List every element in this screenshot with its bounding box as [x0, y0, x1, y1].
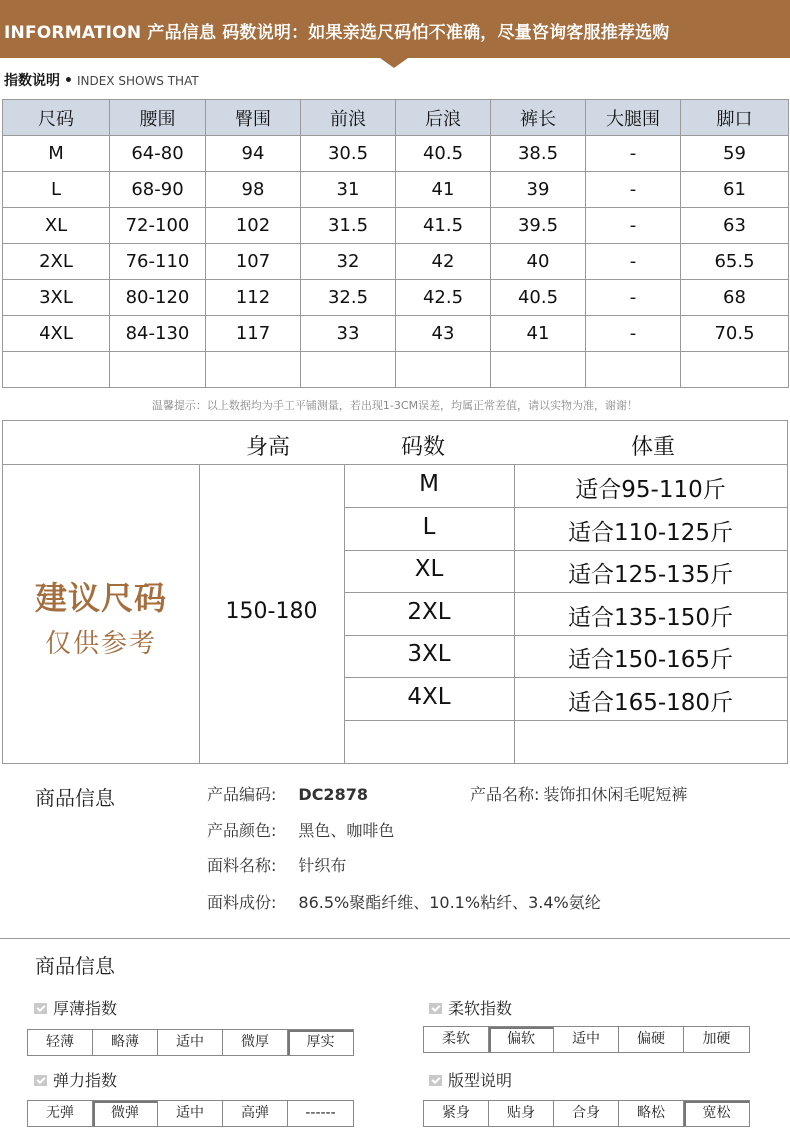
scale-option: 适中 — [554, 1027, 619, 1052]
table-row — [3, 244, 789, 280]
checkbox-icon — [34, 1003, 47, 1014]
row-divider — [344, 507, 787, 508]
header-length: 裤长 — [491, 100, 586, 136]
checkbox-icon — [429, 1075, 442, 1086]
header-weight: 体重 — [631, 435, 676, 460]
elasticity-scale — [27, 1100, 354, 1127]
table-cell: 41 — [491, 316, 586, 352]
table-cell: - — [586, 244, 681, 280]
size-code-cell: M — [419, 471, 439, 497]
product-code-row — [207, 782, 368, 805]
header-height: 身高 — [246, 435, 291, 460]
size-code-cell: 2XL — [407, 599, 451, 625]
table-cell — [586, 352, 681, 388]
table-cell: - — [586, 316, 681, 352]
table-cell: 112 — [206, 280, 301, 316]
table-cell: 43 — [396, 316, 491, 352]
weight-cell: 适合165-180斤 — [567, 690, 734, 716]
table-cell: 33 — [301, 316, 396, 352]
table-cell: - — [586, 208, 681, 244]
attributes-title: 商品信息 — [35, 954, 115, 978]
table-cell: 98 — [206, 172, 301, 208]
table-cell: 107 — [206, 244, 301, 280]
table-cell: 70.5 — [681, 316, 789, 352]
header-back-rise: 后浪 — [396, 100, 491, 136]
scale-option: 无弹 — [28, 1101, 93, 1126]
table-cell — [206, 352, 301, 388]
table-cell: 68-90 — [110, 172, 206, 208]
scale-option: 适中 — [158, 1101, 223, 1126]
attr-label-text: 弹力指数 — [53, 1071, 118, 1090]
size-code-cell: 3XL — [407, 641, 451, 667]
table-cell: 80-120 — [110, 280, 206, 316]
table-cell: 117 — [206, 316, 301, 352]
index-heading-en: INDEX SHOWS THAT — [76, 74, 199, 88]
table-row — [3, 280, 789, 316]
table-cell: 72-100 — [110, 208, 206, 244]
scale-option: 轻薄 — [28, 1030, 93, 1055]
scale-option-selected: 偏软 — [489, 1027, 554, 1052]
size-code-cell: 4XL — [407, 684, 451, 710]
softness-index-label — [429, 996, 512, 1019]
suggested-size-title: 建议尺码 — [34, 579, 167, 617]
table-cell: L — [3, 172, 110, 208]
table-cell: 40.5 — [491, 280, 586, 316]
table-cell: 64-80 — [110, 136, 206, 172]
size-table-header — [3, 100, 789, 136]
scale-option-selected: 厚实 — [288, 1030, 353, 1055]
table-cell — [681, 352, 789, 388]
table-cell: 42.5 — [396, 280, 491, 316]
product-name-label: 产品名称: — [470, 785, 540, 804]
row-divider — [344, 550, 787, 551]
product-color-label: 产品颜色: — [207, 821, 277, 840]
size-code-cell: L — [422, 514, 436, 540]
height-range: 150-180 — [225, 599, 318, 624]
weight-cell: 适合135-150斤 — [567, 605, 734, 631]
bullet-icon: • — [64, 73, 73, 89]
table-cell: 39 — [491, 172, 586, 208]
table-row — [3, 316, 789, 352]
table-row — [3, 208, 789, 244]
header-size: 尺码 — [3, 100, 110, 136]
row-divider — [344, 592, 787, 593]
product-name-row — [470, 782, 687, 805]
table-cell: 40 — [491, 244, 586, 280]
table-cell — [301, 352, 396, 388]
header-banner — [0, 0, 790, 58]
weight-cell: 适合110-125斤 — [567, 520, 734, 546]
table-cell: 41 — [396, 172, 491, 208]
scale-option: 高弹 — [223, 1101, 288, 1126]
banner-title: INFORMATION 产品信息 码数说明：如果亲选尺码怕不准确，尽量咨询客服推荐选购 — [4, 23, 670, 43]
fit-scale — [423, 1100, 750, 1127]
fabric-composition-row — [207, 890, 601, 913]
scale-option: 加硬 — [702, 1031, 731, 1047]
product-code-value: DC2878 — [298, 785, 368, 804]
table-cell: - — [586, 136, 681, 172]
table-cell: 32 — [301, 244, 396, 280]
scale-option: ------ — [305, 1105, 336, 1121]
table-cell: 40.5 — [396, 136, 491, 172]
table-cell: 102 — [206, 208, 301, 244]
suggested-size-subtitle: 仅供参考 — [44, 629, 157, 659]
thickness-index-label — [34, 996, 117, 1019]
size-code-cell: XL — [414, 556, 444, 582]
table-cell: 3XL — [3, 280, 110, 316]
row-divider — [344, 635, 787, 636]
table-cell — [396, 352, 491, 388]
scale-option-selected: 微弹 — [93, 1101, 158, 1126]
table-cell: M — [3, 136, 110, 172]
scale-option: 偏硬 — [619, 1027, 684, 1052]
table-cell: 32.5 — [301, 280, 396, 316]
product-color-row — [207, 818, 394, 841]
header-size-code: 码数 — [401, 435, 446, 460]
size-recommendation-table — [2, 420, 788, 764]
fabric-name-value: 针织布 — [298, 856, 347, 875]
index-heading-zh: 指数说明 — [4, 73, 60, 89]
scale-option: 微厚 — [223, 1030, 288, 1055]
table-cell: 61 — [681, 172, 789, 208]
table-cell: 84-130 — [110, 316, 206, 352]
scale-option: 柔软 — [424, 1027, 489, 1052]
table-cell: 76-110 — [110, 244, 206, 280]
table-cell — [3, 352, 110, 388]
table-cell: 31.5 — [301, 208, 396, 244]
table-cell: 30.5 — [301, 136, 396, 172]
fit-description-label — [429, 1068, 512, 1091]
table-row — [3, 172, 789, 208]
scale-option: 适中 — [158, 1030, 223, 1055]
index-heading — [4, 70, 199, 90]
table-cell — [110, 352, 206, 388]
scale-option: 略薄 — [93, 1030, 158, 1055]
table-cell: - — [586, 172, 681, 208]
table-cell: 4XL — [3, 316, 110, 352]
table-row-empty — [3, 352, 789, 388]
table-cell: 2XL — [3, 244, 110, 280]
weight-cell: 适合150-165斤 — [567, 647, 734, 673]
checkbox-icon — [429, 1003, 442, 1014]
fabric-name-label: 面料名称: — [207, 856, 277, 875]
table-row — [3, 136, 789, 172]
table-cell: 39.5 — [491, 208, 586, 244]
header-front-rise: 前浪 — [301, 100, 396, 136]
fabric-composition-label: 面料成份: — [207, 893, 277, 912]
attr-label-text: 版型说明 — [448, 1071, 513, 1090]
header-thigh: 大腿围 — [586, 100, 681, 136]
banner-arrow-icon — [380, 58, 408, 68]
table-cell — [491, 352, 586, 388]
elasticity-index-label — [34, 1068, 117, 1091]
softness-scale — [423, 1026, 750, 1053]
product-color-value: 黑色、咖啡色 — [298, 821, 395, 840]
measurement-tip: 温馨提示：以上数据均为手工平铺测量，若出现1-3CM误差，均属正常差值，请以实物为准，谢谢！ — [151, 399, 639, 412]
table-cell: 31 — [301, 172, 396, 208]
header-waist: 腰围 — [110, 100, 206, 136]
attr-label-text: 柔软指数 — [448, 999, 513, 1018]
table-cell: 59 — [681, 136, 789, 172]
checkbox-icon — [34, 1075, 47, 1086]
header-leg-opening: 脚口 — [681, 100, 789, 136]
table-cell: 41.5 — [396, 208, 491, 244]
product-name-value: 装饰扣休闲毛呢短裤 — [543, 785, 688, 804]
weight-cell: 适合95-110斤 — [575, 477, 726, 503]
scale-option: 略松 — [619, 1101, 684, 1126]
row-divider — [344, 720, 787, 721]
scale-option: 贴身 — [489, 1101, 554, 1126]
table-cell: 42 — [396, 244, 491, 280]
size-table — [2, 99, 789, 388]
thickness-scale — [27, 1029, 354, 1056]
scale-option: 紧身 — [424, 1101, 489, 1126]
attr-label-text: 厚薄指数 — [53, 999, 118, 1018]
table-cell: XL — [3, 208, 110, 244]
table-cell: 65.5 — [681, 244, 789, 280]
fabric-name-row — [207, 853, 346, 876]
fabric-composition-value: 86.5%聚酯纤维、10.1%粘纤、3.4%氨纶 — [298, 893, 601, 912]
product-code-label: 产品编码: — [207, 785, 277, 804]
recommendation-header — [3, 421, 787, 465]
table-cell: 94 — [206, 136, 301, 172]
table-cell: 68 — [681, 280, 789, 316]
table-cell: 38.5 — [491, 136, 586, 172]
header-hip: 臀围 — [206, 100, 301, 136]
table-cell: - — [586, 280, 681, 316]
row-divider — [344, 677, 787, 678]
suggested-size-label — [3, 573, 199, 660]
section-divider — [0, 938, 790, 939]
scale-option-selected: 宽松 — [684, 1101, 749, 1126]
product-info-title: 商品信息 — [35, 786, 115, 810]
table-cell: 63 — [681, 208, 789, 244]
weight-cell: 适合125-135斤 — [567, 562, 734, 588]
scale-option: 合身 — [554, 1101, 619, 1126]
